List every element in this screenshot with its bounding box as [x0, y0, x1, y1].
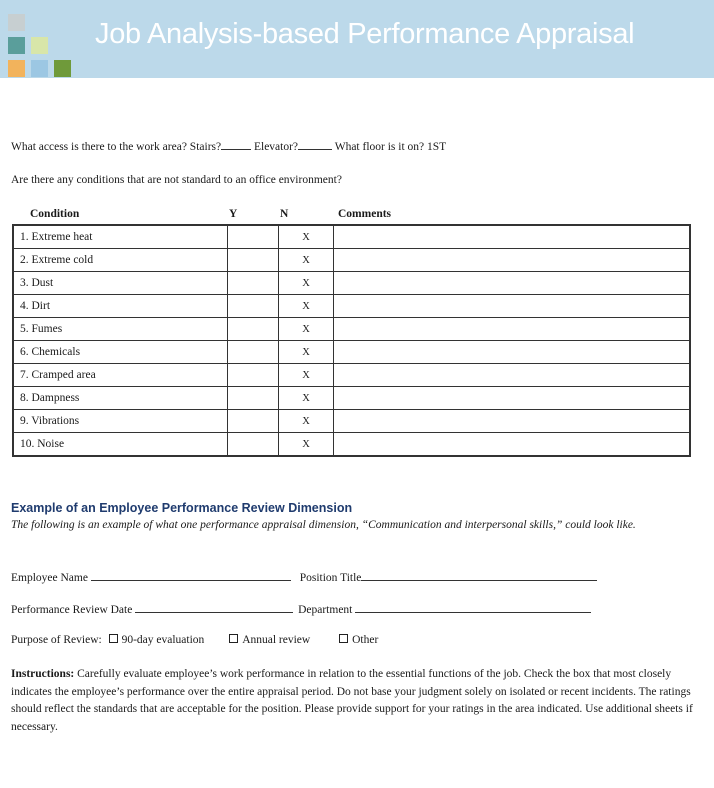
comments-cell[interactable]: [334, 341, 691, 364]
department-field[interactable]: [355, 602, 591, 613]
instructions-label: Instructions:: [11, 668, 75, 680]
logo-square: [8, 37, 25, 54]
option-other[interactable]: Other: [339, 634, 378, 646]
condition-cell: 6. Chemicals: [13, 341, 228, 364]
n-cell[interactable]: X: [279, 225, 334, 249]
n-cell[interactable]: X: [279, 387, 334, 410]
comments-cell[interactable]: [334, 433, 691, 457]
n-cell[interactable]: X: [279, 341, 334, 364]
logo-square: [31, 60, 48, 77]
condition-cell: 4. Dirt: [13, 295, 228, 318]
condition-cell: 3. Dust: [13, 272, 228, 295]
instructions-text: Carefully evaluate employee’s work performance in relation to the essential functions of the job. Check the box that most closely indicates the employee’s performance over the entire appraisal period. Do not base your judgment solely on isolated or recent incidents. The ratings should reflect the standards that are acceptable for the position. Please provide support for your ratings in the area indicated. Use additional sheets if necessary.: [11, 668, 693, 733]
review-date-label: Performance Review Date: [11, 604, 133, 616]
table-row: [13, 272, 690, 295]
purpose-row: [11, 634, 378, 646]
review-date-field[interactable]: [135, 602, 293, 613]
checkbox-icon[interactable]: [339, 634, 348, 643]
comments-cell[interactable]: [334, 364, 691, 387]
instructions: [11, 666, 701, 736]
condition-cell: 10. Noise: [13, 433, 228, 457]
logo-square: [54, 60, 71, 77]
logo-square: [8, 14, 25, 31]
condition-cell: 9. Vibrations: [13, 410, 228, 433]
table-row: [13, 225, 690, 249]
comments-cell[interactable]: [334, 318, 691, 341]
comments-cell[interactable]: [334, 225, 691, 249]
page-title: Job Analysis-based Performance Appraisal: [95, 18, 635, 50]
n-cell[interactable]: X: [279, 318, 334, 341]
condition-cell: 2. Extreme cold: [13, 249, 228, 272]
access-line: [11, 139, 446, 153]
table-row: [13, 318, 690, 341]
stairs-field[interactable]: [221, 139, 251, 150]
n-cell[interactable]: X: [279, 295, 334, 318]
elevator-field[interactable]: [298, 139, 332, 150]
conditions-table: [12, 224, 691, 457]
table-row: [13, 410, 690, 433]
comments-cell[interactable]: [334, 410, 691, 433]
comments-cell[interactable]: [334, 272, 691, 295]
n-cell[interactable]: X: [279, 433, 334, 457]
header-band: [0, 0, 714, 78]
comments-cell[interactable]: [334, 249, 691, 272]
y-cell[interactable]: [228, 318, 279, 341]
header-n: N: [280, 208, 289, 220]
position-title-label: Position Title: [299, 572, 362, 584]
logo-square: [8, 60, 25, 77]
section-title: Example of an Employee Performance Review Dimension: [11, 501, 353, 515]
comments-cell[interactable]: [334, 387, 691, 410]
n-cell[interactable]: X: [279, 364, 334, 387]
table-row: [13, 433, 690, 457]
comments-cell[interactable]: [334, 295, 691, 318]
y-cell[interactable]: [228, 387, 279, 410]
table-row: [13, 364, 690, 387]
y-cell[interactable]: [228, 295, 279, 318]
purpose-label: Purpose of Review:: [11, 634, 102, 646]
section-subtitle: The following is an example of what one performance appraisal dimension, “Communication and interpersonal skills,” could look like.: [11, 519, 636, 531]
n-cell[interactable]: X: [279, 410, 334, 433]
y-cell[interactable]: [228, 433, 279, 457]
y-cell[interactable]: [228, 225, 279, 249]
y-cell[interactable]: [228, 249, 279, 272]
table-row: [13, 249, 690, 272]
y-cell[interactable]: [228, 364, 279, 387]
table-row: [13, 295, 690, 318]
checkbox-icon[interactable]: [109, 634, 118, 643]
floor-label: What floor is it on? 1ST: [334, 141, 447, 153]
condition-cell: 5. Fumes: [13, 318, 228, 341]
employee-name-label: Employee Name: [11, 572, 88, 584]
n-cell[interactable]: X: [279, 272, 334, 295]
condition-cell: 7. Cramped area: [13, 364, 228, 387]
table-row: [13, 387, 690, 410]
employee-name-field[interactable]: [91, 570, 291, 581]
review-date-row: [11, 602, 591, 616]
y-cell[interactable]: [228, 272, 279, 295]
header-comments: Comments: [338, 208, 392, 220]
employee-row: [11, 570, 597, 584]
stairs-label: What access is there to the work area? Stairs?: [11, 141, 222, 153]
header-y: Y: [229, 208, 238, 220]
position-title-field[interactable]: [361, 570, 597, 581]
department-label: Department: [298, 604, 353, 616]
n-cell[interactable]: X: [279, 249, 334, 272]
y-cell[interactable]: [228, 410, 279, 433]
option-annual[interactable]: Annual review: [229, 634, 310, 646]
condition-cell: 1. Extreme heat: [13, 225, 228, 249]
logo-square: [31, 37, 48, 54]
table-row: [13, 341, 690, 364]
condition-cell: 8. Dampness: [13, 387, 228, 410]
checkbox-icon[interactable]: [229, 634, 238, 643]
conditions-question: Are there any conditions that are not standard to an office environment?: [11, 174, 342, 186]
header-condition: Condition: [30, 208, 80, 220]
option-90-day[interactable]: 90-day evaluation: [109, 634, 205, 646]
elevator-label: Elevator?: [253, 141, 299, 153]
y-cell[interactable]: [228, 341, 279, 364]
